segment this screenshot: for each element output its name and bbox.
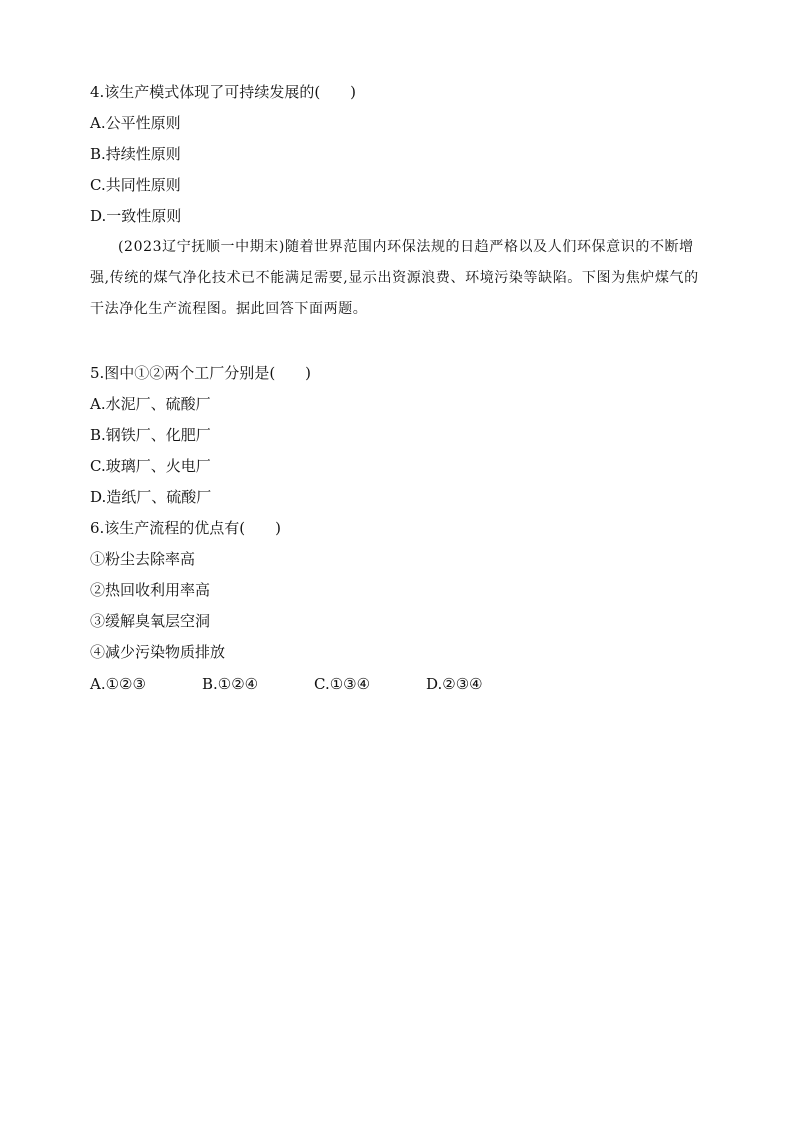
question-6-item-1: ①粉尘去除率高 [90,550,196,568]
question-5-stem: 5.图中①②两个工厂分别是( ) [90,364,312,382]
question-6-option-a: A.①②③ [90,675,146,693]
question-6-option-c: C.①③④ [314,675,371,693]
question-6-item-2: ②热回收利用率高 [90,581,211,599]
question-5-option-b: B.钢铁厂、化肥厂 [90,426,211,444]
question-5-option-d: D.造纸厂、硫酸厂 [90,488,212,506]
question-4-stem: 4.该生产模式体现了可持续发展的( ) [90,83,357,101]
question-6-options [90,674,538,694]
question-4-option-a: A.公平性原则 [90,114,181,132]
question-6-item-3: ③缓解臭氧层空洞 [90,612,211,630]
passage-paragraph [90,232,704,325]
question-6-stem: 6.该生产流程的优点有( ) [90,519,282,537]
question-4-option-d: D.一致性原则 [90,207,182,225]
question-5-option-a: A.水泥厂、硫酸厂 [90,395,211,413]
question-6-item-4: ④减少污染物质排放 [90,643,226,661]
question-6-option-d: D.②③④ [426,675,483,693]
passage-text: (2023辽宁抚顺一中期末)随着世界范围内环保法规的日趋严格以及人们环保意识的不断增强,传统的煤气净化技术已不能满足需要,显示出资源浪费、环境污染等缺陷。下图为焦炉煤气的干法净化生产流程图。据此回答下面两题。 [90,239,699,317]
question-6-option-b: B.①②④ [202,675,259,693]
question-4-option-b: B.持续性原则 [90,145,181,163]
question-5-option-c: C.玻璃厂、火电厂 [90,457,211,475]
question-4-option-c: C.共同性原则 [90,176,181,194]
